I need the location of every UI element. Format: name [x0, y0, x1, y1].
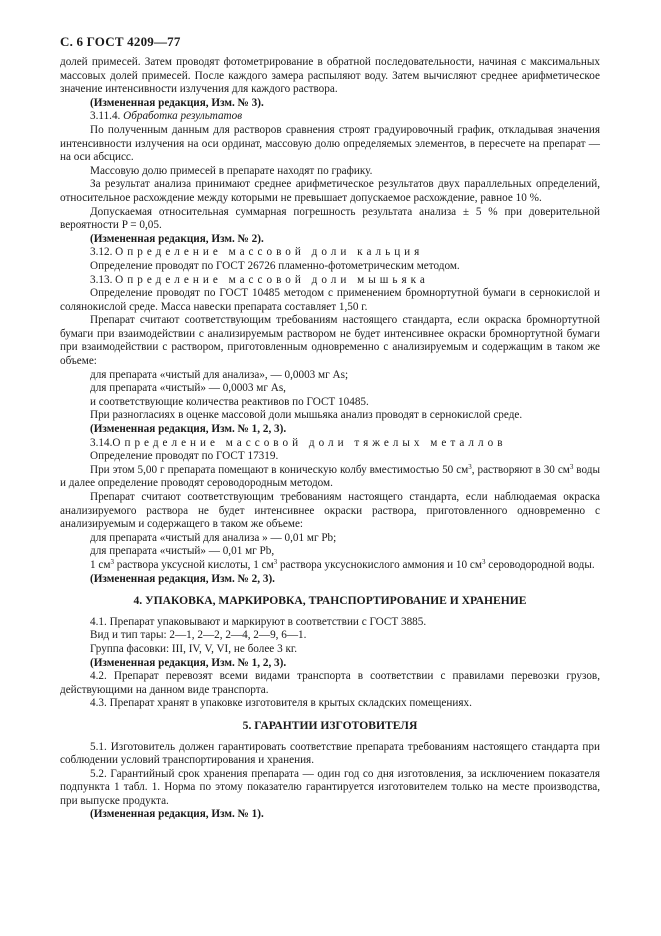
paragraph: Определение проводят по ГОСТ 26726 пламенно-фотометрическим методом.	[90, 259, 460, 272]
revision-note: (Измененная редакция, Изм. № 1, 2, 3).	[90, 423, 287, 436]
subsection-heading-3-13	[60, 274, 600, 288]
clause-number: 3.13.	[90, 273, 113, 286]
revision-note: (Измененная редакция, Изм. № 1, 2, 3).	[90, 656, 287, 669]
clause-title: Определение массовой доли кальция	[115, 246, 424, 259]
paragraph: За результат анализа принимают среднее арифметическое результатов двух параллельных определений, относительное расхождение между которыми не превышает допускаемое расхождение, равное 10 %.	[60, 178, 600, 204]
clause-number: 3.12.	[90, 246, 113, 259]
section-heading-5: 5. ГАРАНТИИ ИЗГОТОВИТЕЛЯ	[242, 718, 418, 732]
list-item: и соответствующие количества реактивов по ГОСТ 10485.	[90, 395, 369, 408]
paragraph: 5.1. Изготовитель должен гарантировать соответствие препарата требованиям настоящего стандарта при соблюдении условий транспортирования и хранения.	[60, 740, 600, 767]
clause-title: Обработка результатов	[123, 110, 243, 123]
clause-title: Определение массовой доли тяжелых металлов	[112, 436, 507, 449]
paragraph: Допускаемая относительная суммарная погрешность результата анализа ± 5 % при доверительной вероятности P = 0,05.	[60, 205, 600, 232]
subsection-heading-3-12	[60, 246, 600, 260]
page-header: С. 6 ГОСТ 4209—77	[60, 34, 181, 49]
paragraph: 4.1. Препарат упаковывают и маркируют в соответствии с ГОСТ 3885.	[90, 615, 427, 628]
clause-number: 3.14.	[90, 436, 113, 449]
section-heading-4: 4. УПАКОВКА, МАРКИРОВКА, ТРАНСПОРТИРОВАНИЕ И ХРАНЕНИЕ	[133, 594, 527, 608]
paragraph: Группа фасовки: III, IV, V, VI, не более 3 кг.	[90, 642, 298, 655]
clause-number: 3.11.4.	[90, 110, 121, 123]
paragraph: Определение проводят по ГОСТ 17319.	[90, 450, 279, 463]
list-item: для препарата «чистый» — 0,0003 мг As,	[90, 382, 286, 395]
document-body	[60, 56, 600, 822]
subsection-heading-3-14	[60, 437, 600, 451]
revision-note: (Измененная редакция, Изм. № 1).	[90, 808, 264, 821]
paragraph: Препарат считают соответствующим требованиям настоящего стандарта, если окраска бромнортутной бумаги при взаимодействии с анализируемым раствором не будет интенсивнее окраски бромнортутной бумаги при взаимодействии с раствором, приготовленным одновременно с анализируемым и содержащим в таком же объеме:	[60, 314, 600, 368]
paragraph: 4.3. Препарат хранят в упаковке изготовителя в крытых складских помещениях.	[90, 697, 472, 710]
paragraph: При этом 5,00 г препарата помещают в коническую колбу вместимостью 50 $см^3$, растворяют в 30 $см^3$ воды и далее определение проводят сероводородным методом.	[60, 462, 600, 490]
revision-note: (Измененная редакция, Изм. № 3).	[90, 96, 264, 109]
paragraph: При разногласиях в оценке массовой доли мышьяка анализ проводят в сернокислой среде.	[90, 409, 523, 422]
paragraph: 1 $см^3$ раствора уксусной кислоты, 1 $см^3$ раствора уксуснокислого аммония и 10 $см^3$ сероводородной воды.	[90, 557, 595, 571]
list-item: для препарата «чистый для анализа», — 0,0003 мг As;	[90, 368, 349, 381]
revision-note: (Измененная редакция, Изм. № 2, 3).	[90, 572, 275, 585]
subsection-heading-3-11-4	[60, 110, 600, 124]
clause-title: Определение массовой доли мышьяка	[115, 273, 429, 286]
paragraph: Определение проводят по ГОСТ 10485 методом с применением бромнортутной бумаги в сернокислой и солянокислой среде. Масса навески препарата составляет 1,50 г.	[60, 287, 600, 313]
list-item: для препарата «чистый для анализа » — 0,01 мг Pb;	[90, 531, 337, 544]
paragraph: Препарат считают соответствующим требованиям настоящего стандарта, если наблюдаемая окраска анализируемого раствора не будет интенсивнее окраски раствора, приготовленного одновременно с анализируемым и содержащего в таком же объеме:	[60, 491, 600, 531]
paragraph: 5.2. Гарантийный срок хранения препарата — один год со дня изготовления, за исключением показателя подпункта 1 табл. 1. Норма по этому показателю гарантируется изготовителем только на месте производства, при выпуске продукта.	[60, 767, 600, 807]
paragraph: Массовую долю примесей в препарате находят по графику.	[90, 164, 373, 177]
paragraph: 4.2. Препарат перевозят всеми видами транспорта в соответствии с правилами перевозки грузов, действующими на данном виде транспорта.	[60, 670, 600, 696]
paragraph: Вид и тип тары: 2—1, 2—2, 2—4, 2—9, 6—1.	[90, 629, 307, 642]
list-item: для препарата «чистый» — 0,01 мг Pb,	[90, 545, 275, 558]
paragraph: долей примесей. Затем проводят фотометрирование в обратной последовательности, начиная с максимальных массовых долей примесей. После каждого замера распыляют воду. Затем вычисляют среднее арифметическое значение интенсивности излучения для каждого раствора.	[60, 56, 600, 96]
revision-note: (Измененная редакция, Изм. № 2).	[90, 232, 264, 245]
paragraph: По полученным данным для растворов сравнения строят градуировочный график, откладывая значения интенсивности излучения на оси ординат, массовую долю определяемых элементов, в пересчете на препарат — на оси абсцисс.	[60, 123, 600, 164]
